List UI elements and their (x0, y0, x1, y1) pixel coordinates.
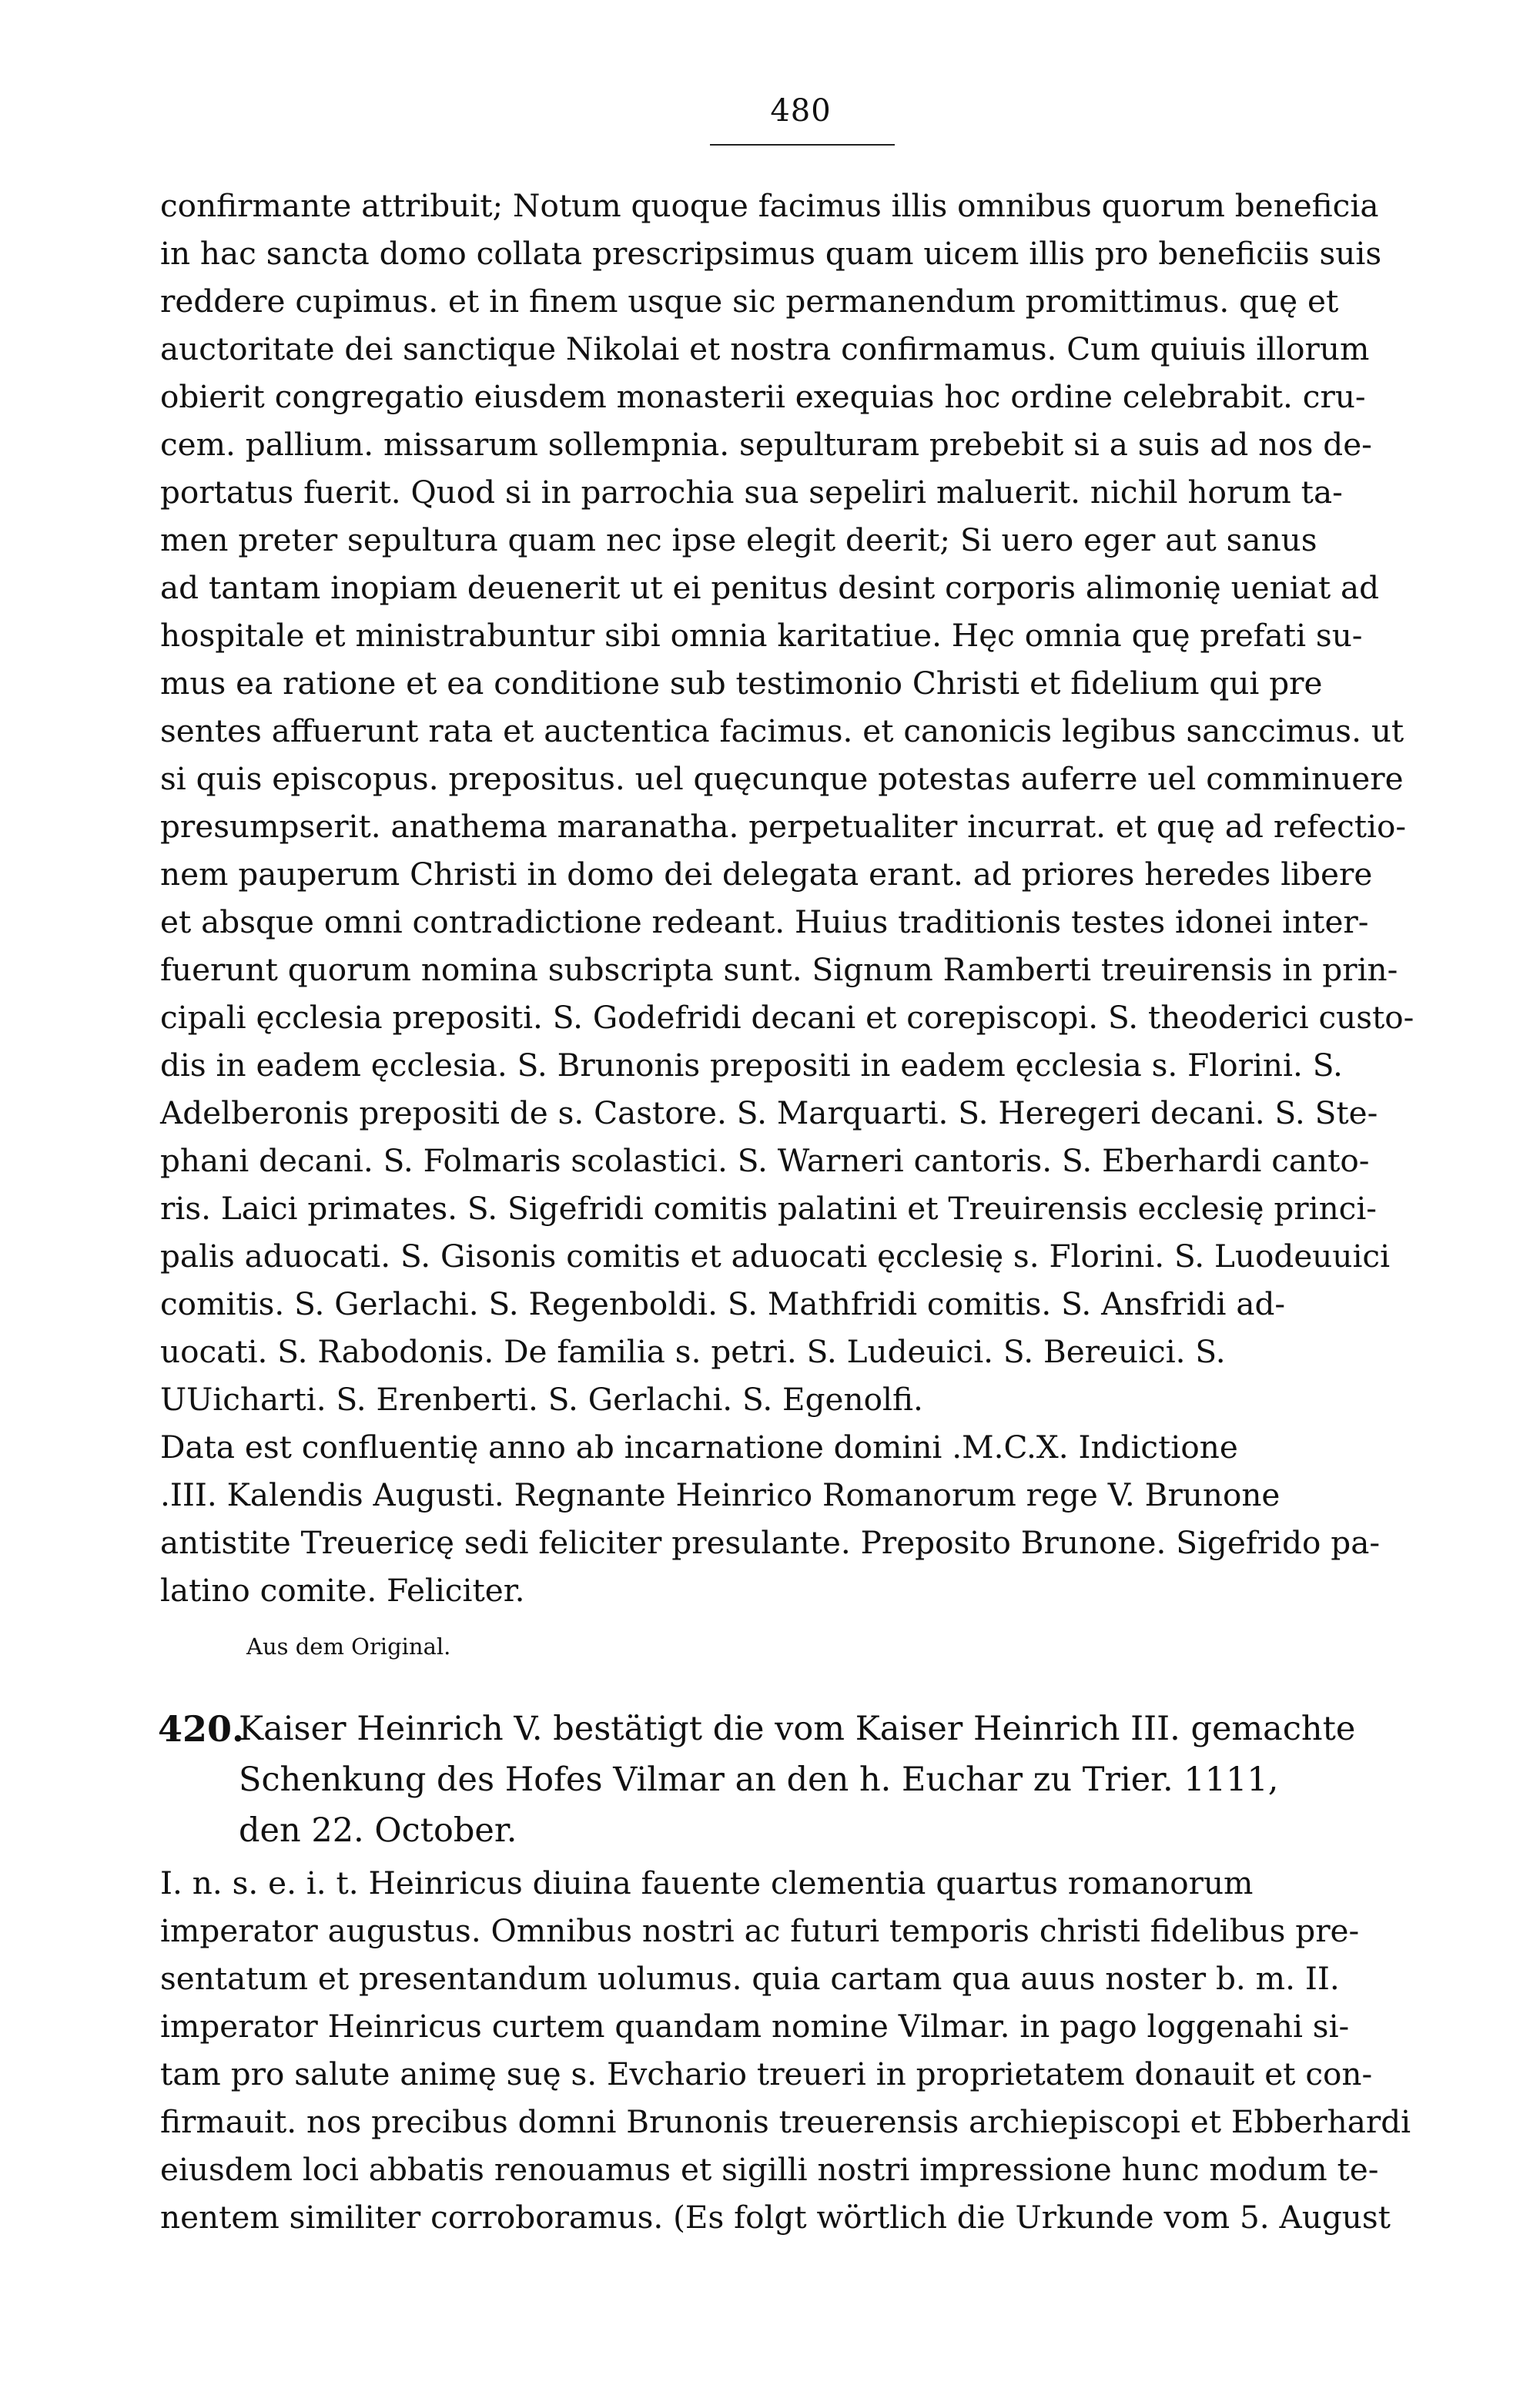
source-note: Aus dem Original. (246, 1633, 451, 1660)
charter-420-text: I. n. s. e. i. t. Heinricus diuina fauente clementia quartus romanorum imperator augustus. Omnibus nostri ac futuri temporis christi fidelibus pre- sentatum et presentandum uolumus. quia cartam qua auus noster b. m. II. imperator Heinricus curtem quandam nomine Vilmar. in pago loggenahi si- tam pro salute animę suę s. Evchario treueri in proprietatem donauit et con- firmauit. nos precibus domni Brunonis treuerensis archiepiscopi et Ebberhardi eiusdem loci abbatis renouamus et sigilli nostri impressione hunc modum te- nentem similiter corroboramus. (Es folgt wörtlich die Urkunde vom 5. August (160, 1864, 1411, 2236)
document-number: 420. (158, 1708, 245, 1750)
document-heading: Kaiser Heinrich V. bestätigt die vom Kaiser Heinrich III. gemachte Schenkung des Hofes Vilmar an den h. Euchar zu Trier. 1111, den 22. October. (239, 1710, 1356, 1850)
page-number-rule (710, 144, 895, 146)
page-number: 480 (770, 93, 832, 129)
charter-419-text: confirmante attribuit; Notum quoque facimus illis omnibus quorum beneficia in hac sancta domo collata prescripsimus quam uicem illis pro beneficiis suis reddere cupimus. et in finem usque sic permanendum promittimus. quę et auctoritate dei sanctique Nikolai et nostra confirmamus. Cum quiuis illorum obierit congregatio eiusdem monasterii exequias hoc ordine celebrabit. cru- cem. pallium. missarum sollempnia. sepulturam prebebit si a suis ad nos de- portatus fuerit. Quod si in parrochia sua sepeliri maluerit. nichil horum ta- men preter sepultura quam nec ipse elegit deerit; Si uero eger aut sanus ad tantam inopiam deuenerit ut ei penitus desint corporis alimonię ueniat ad hospitale et ministrabuntur sibi omnia karitatiue. Hęc omnia quę prefati su- mus ea ratione et ea conditione sub testimonio Christi et fidelium qui pre sentes affuerunt rata et auctentica facimus. et canonicis legibus sanccimus. ut si quis episcopus. prepositus. uel quęcunque potestas auferre uel comminuere presumpserit. anathema maranatha. perpetualiter incurrat. et quę ad refectio- nem pauperum Christi in domo dei delegata erant. ad priores heredes libere et absque omni contradictione redeant. Huius traditionis testes idonei inter- fuerunt quorum nomina subscripta sunt. Signum Ramberti treuirensis in prin- cipali ęcclesia prepositi. S. Godefridi decani et corepiscopi. S. theoderici custo- dis in eadem ęcclesia. S. Brunonis prepositi in eadem ęcclesia s. Florini. S. Adelberonis prepositi de s. Castore. S. Marquarti. S. Heregeri decani. S. Ste- phani decani. S. Folmaris scolastici. S. Warneri cantoris. S. Eberhardi canto- ris. Laici primates. S. Sigefridi comitis palatini et Treuirensis ecclesię princi- palis aduocati. S. Gisonis comitis et aduocati ęcclesię s. Florini. S. Luodeuuici comitis. S. Gerlachi. S. Regenboldi. S. Mathfridi comitis. S. Ansfridi ad- uocati. S. Rabodonis. De familia s. petri. S. Ludeuici. S. Bereuici. S. UUicharti. S. Erenberti. S. Gerlachi. S. Egenolfi. Data est confluentię anno ab incarnatione domini .M.C.X. Indictione .III. Kalendis Augusti. Regnante Heinrico Romanorum rege V. Brunone antistite Treuericę sedi feliciter presulante. Preposito Brunone. Sigefrido pa- latino comite. Feliciter. (160, 187, 1414, 1609)
